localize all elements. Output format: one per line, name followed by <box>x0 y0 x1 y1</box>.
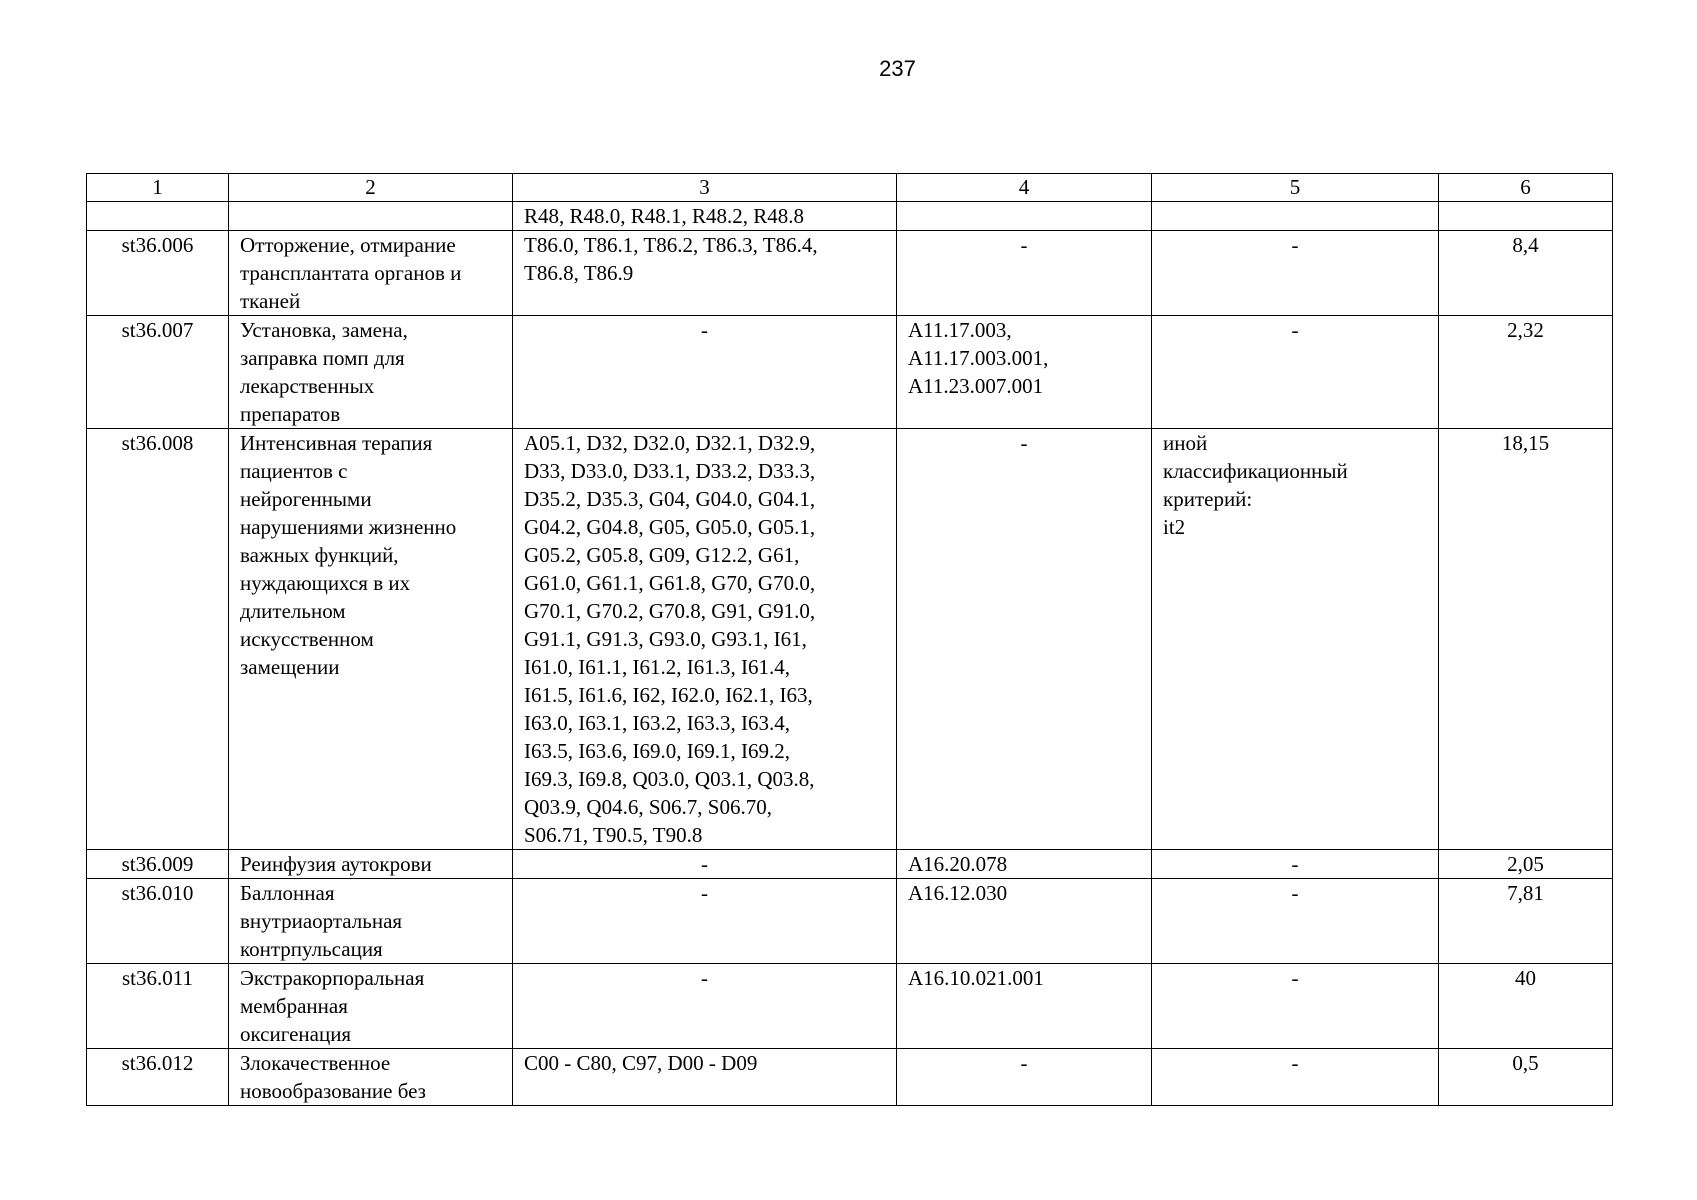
table-row <box>87 231 1613 316</box>
cell-criteria: - <box>1152 964 1439 1049</box>
cell-name: Интенсивная терапия пациентов с нейрогенными нарушениями жизненно важных функций, нуждающихся в их длительном искусственном замещении <box>229 429 513 850</box>
cell-diagnoses: - <box>513 850 897 879</box>
cell-services: - <box>897 231 1152 316</box>
cell-coef: 8,4 <box>1439 231 1613 316</box>
cell-services: - <box>897 1049 1152 1106</box>
cell-code: st36.008 <box>87 429 229 850</box>
table-row <box>87 1049 1613 1106</box>
table-row <box>87 429 1613 850</box>
cell-code: st36.012 <box>87 1049 229 1106</box>
cell-code: st36.006 <box>87 231 229 316</box>
header-col-6: 6 <box>1439 174 1613 202</box>
cell-name: Установка, замена, заправка помп для лекарственных препаратов <box>229 316 513 429</box>
cell-coef: 18,15 <box>1439 429 1613 850</box>
page-number: 237 <box>879 56 916 81</box>
cell-name: Баллонная внутриаортальная контрпульсация <box>229 879 513 964</box>
cell-name: Реинфузия аутокрови <box>229 850 513 879</box>
table-row <box>87 316 1613 429</box>
cell-code: st36.009 <box>87 850 229 879</box>
header-col-5: 5 <box>1152 174 1439 202</box>
cell-services: A16.12.030 <box>897 879 1152 964</box>
cell-diagnoses: T86.0, T86.1, T86.2, T86.3, T86.4, T86.8, T86.9 <box>513 231 897 316</box>
table-row <box>87 879 1613 964</box>
cell-criteria <box>1152 202 1439 231</box>
cell-criteria: - <box>1152 231 1439 316</box>
cell-diagnoses: - <box>513 964 897 1049</box>
cell-services: A16.10.021.001 <box>897 964 1152 1049</box>
cell-coef: 40 <box>1439 964 1613 1049</box>
table-header-row <box>87 174 1613 202</box>
cell-coef: 2,32 <box>1439 316 1613 429</box>
cell-services: A16.20.078 <box>897 850 1152 879</box>
cell-criteria: - <box>1152 1049 1439 1106</box>
cell-criteria: - <box>1152 850 1439 879</box>
cell-coef: 0,5 <box>1439 1049 1613 1106</box>
cell-coef: 7,81 <box>1439 879 1613 964</box>
cell-name: Злокачественное новообразование без <box>229 1049 513 1106</box>
cell-diagnoses: A05.1, D32, D32.0, D32.1, D32.9, D33, D33.0, D33.1, D33.2, D33.3, D35.2, D35.3, G04, G04.0, G04.1, G04.2, G04.8, G05, G05.0, G05.1, G05.2, G05.8, G09, G12.2, G61, G61.0, G61.1, G61.8, G70, G70.0, G70.1, G70.2, G70.8, G91, G91.0, G91.1, G91.3, G93.0, G93.1, I61, I61.0, I61.1, I61.2, I61.3, I61.4, I61.5, I61.6, I62, I62.0, I62.1, I63, I63.0, I63.1, I63.2, I63.3, I63.4, I63.5, I63.6, I69.0, I69.1, I69.2, I69.3, I69.8, Q03.0, Q03.1, Q03.8, Q03.9, Q04.6, S06.7, S06.70, S06.71, T90.5, T90.8 <box>513 429 897 850</box>
cell-services: A11.17.003, A11.17.003.001, A11.23.007.001 <box>897 316 1152 429</box>
table-row <box>87 850 1613 879</box>
header-col-1: 1 <box>87 174 229 202</box>
table-row <box>87 202 1613 231</box>
cell-name <box>229 202 513 231</box>
cell-name: Отторжение, отмирание трансплантата органов и тканей <box>229 231 513 316</box>
cell-code <box>87 202 229 231</box>
cell-code: st36.011 <box>87 964 229 1049</box>
cell-diagnoses: C00 - C80, C97, D00 - D09 <box>513 1049 897 1106</box>
cell-coef <box>1439 202 1613 231</box>
cell-coef: 2,05 <box>1439 850 1613 879</box>
cell-diagnoses: - <box>513 316 897 429</box>
cell-services <box>897 202 1152 231</box>
cell-diagnoses: - <box>513 879 897 964</box>
cell-diagnoses: R48, R48.0, R48.1, R48.2, R48.8 <box>513 202 897 231</box>
data-table <box>86 173 1613 1106</box>
cell-criteria: иной классификационный критерий: it2 <box>1152 429 1439 850</box>
header-col-4: 4 <box>897 174 1152 202</box>
cell-code: st36.010 <box>87 879 229 964</box>
cell-name: Экстракорпоральная мембранная оксигенация <box>229 964 513 1049</box>
table-row <box>87 964 1613 1049</box>
cell-services: - <box>897 429 1152 850</box>
cell-criteria: - <box>1152 316 1439 429</box>
header-col-3: 3 <box>513 174 897 202</box>
cell-criteria: - <box>1152 879 1439 964</box>
cell-code: st36.007 <box>87 316 229 429</box>
header-col-2: 2 <box>229 174 513 202</box>
